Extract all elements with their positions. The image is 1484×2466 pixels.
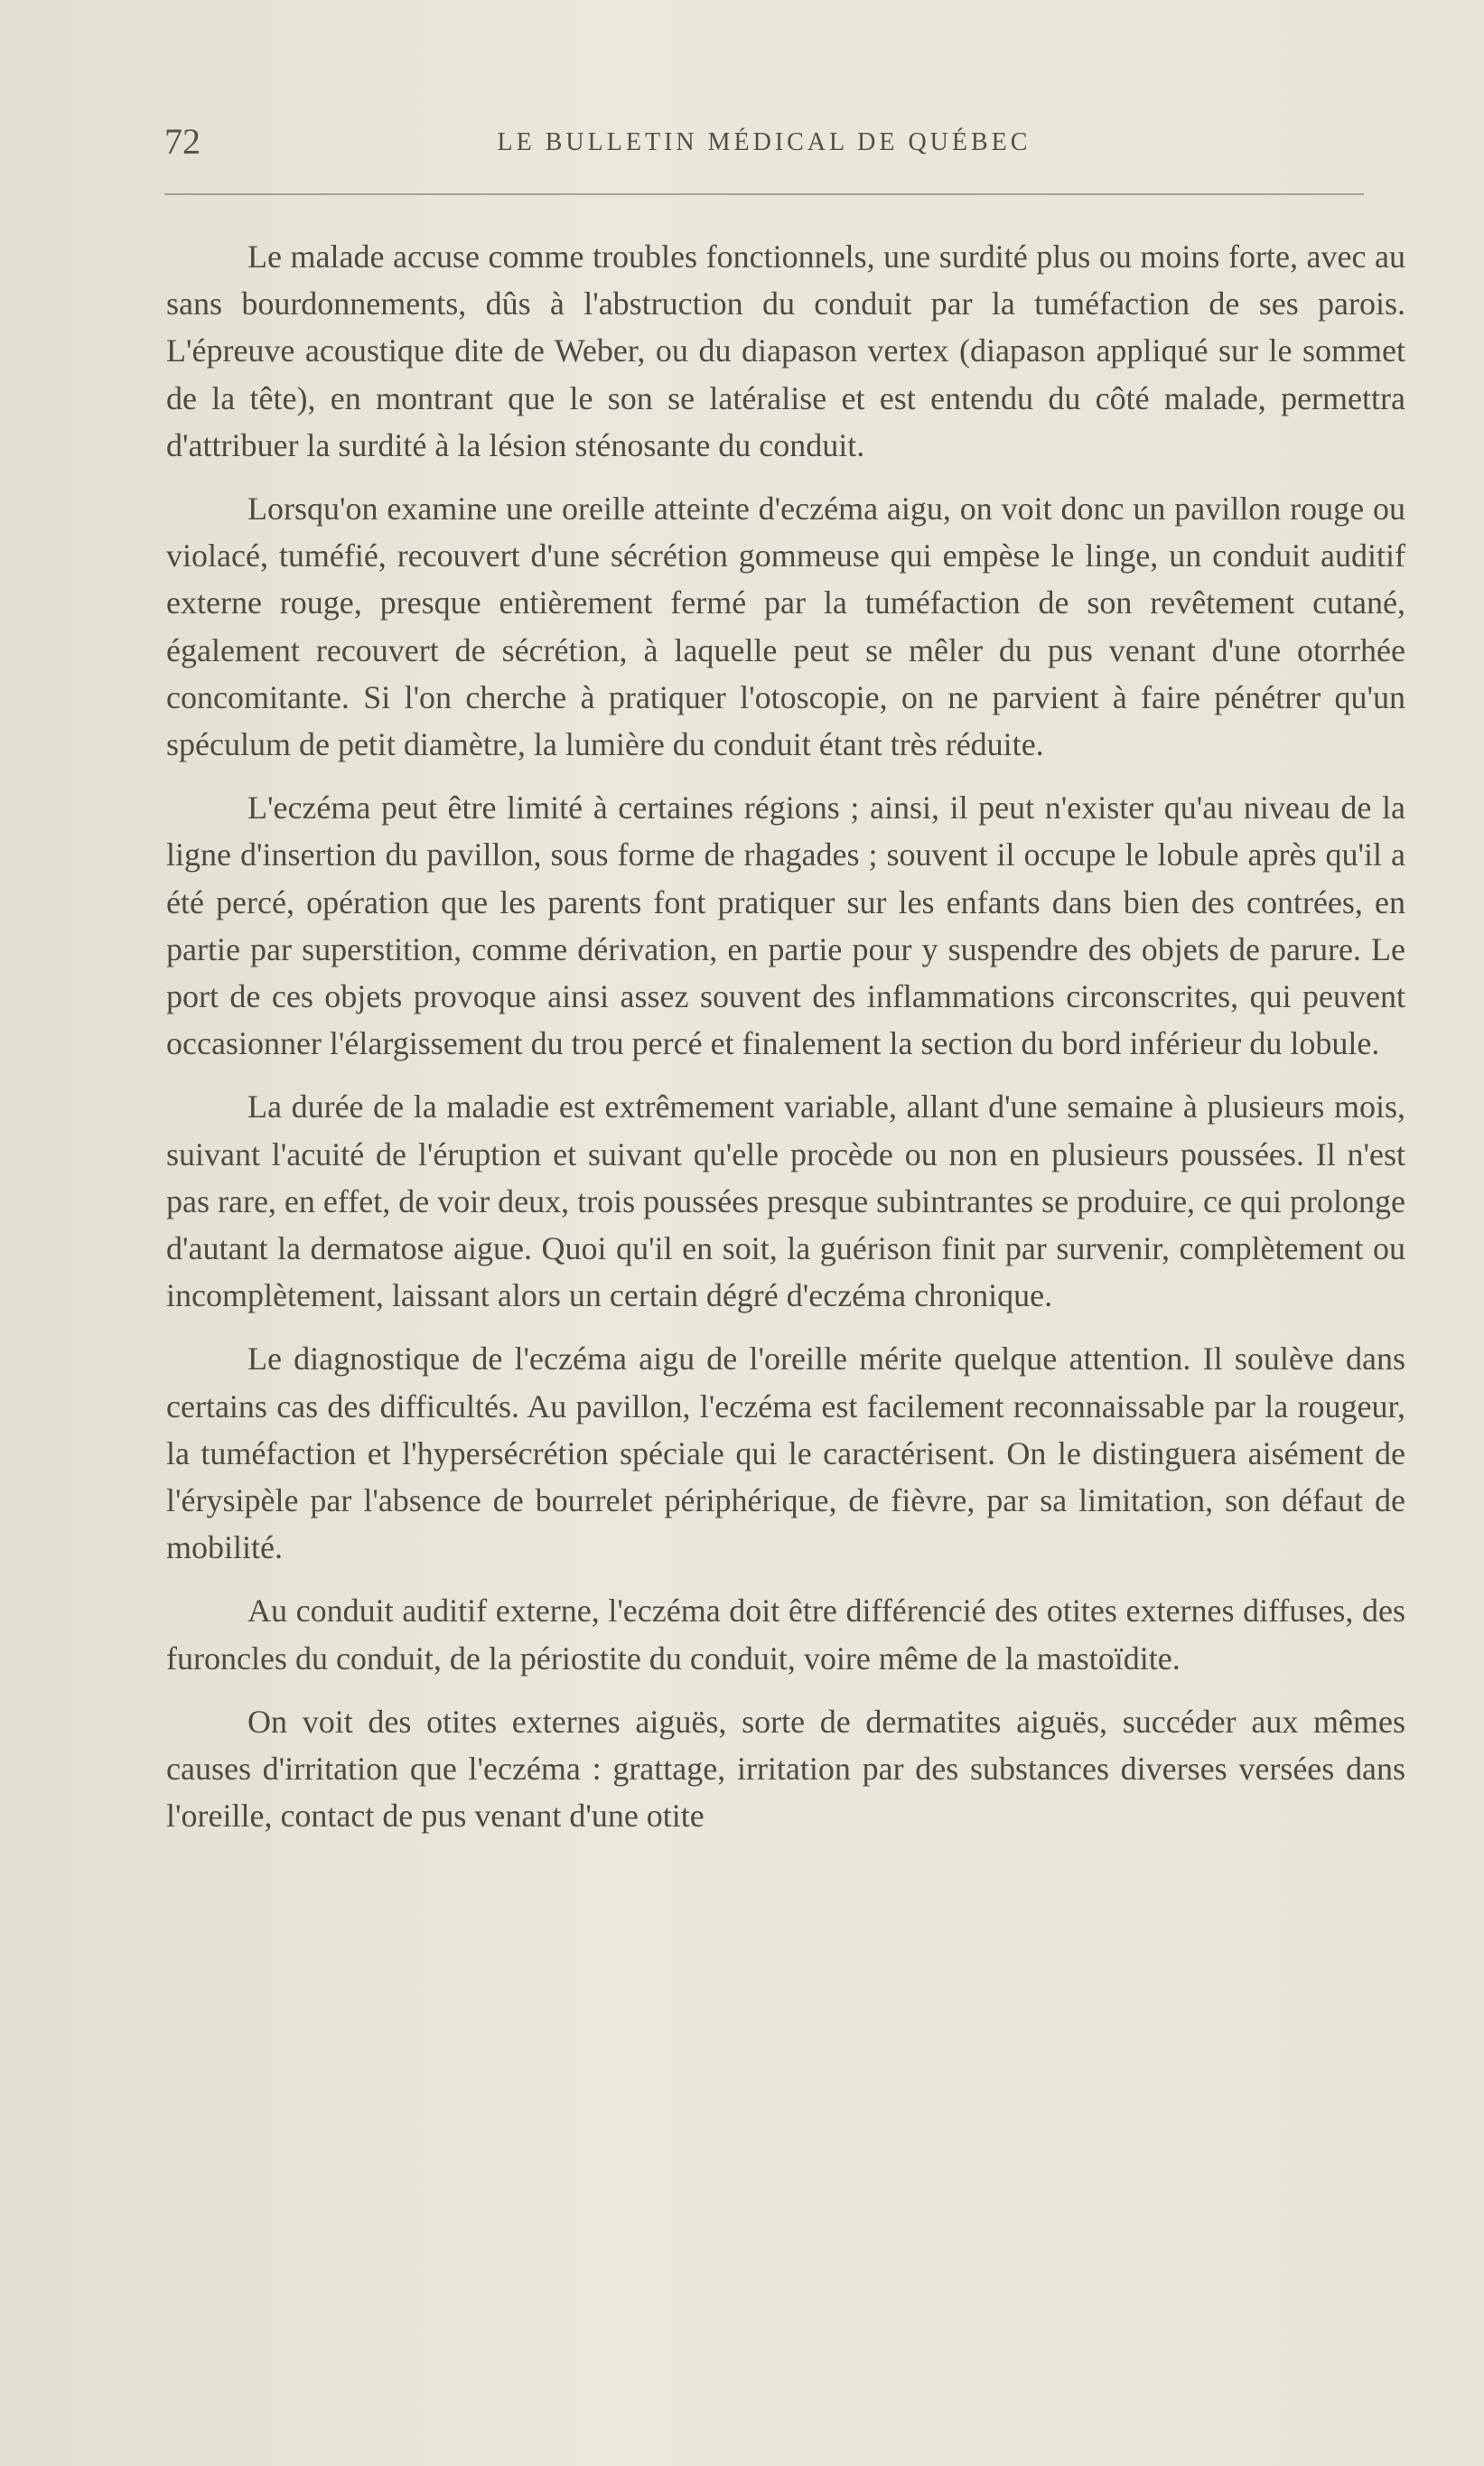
running-title: LE BULLETIN MÉDICAL DE QUÉBEC bbox=[497, 128, 1031, 156]
paragraph-5: Le diagnostique de l'eczéma aigu de l'oreille mérite quelque attention. Il soulève dans certains cas des difficultés. Au pavillon, l'eczéma est facilement reconnaissable par la rougeur, la tuméfaction et l'hypersécrétion spéciale qui le caractérisent. On le distinguera aisément de l'érysipèle par l'absence de bourrelet périphérique, de fièvre, par sa limitation, son défaut de mobilité. bbox=[166, 1340, 1405, 1566]
header-rule bbox=[164, 193, 1364, 195]
paragraph-3: L'eczéma peut être limité à certaines régions ; ainsi, il peut n'exister qu'au niveau de la ligne d'insertion du pavillon, sous forme de rhagades ; souvent il occupe le lobule après qu'il a été percé, opération que les parents font pratiquer sur les enfants dans bien des contrées, en partie par superstition, comme dérivation, en partie pour y suspendre des objets de parure. Le port de ces objets provoque ainsi assez souvent des inflammations circonscrites, qui peuvent occasionner l'élargissement du trou percé et finalement la section du bord inférieur du lobule. bbox=[166, 789, 1405, 1062]
paragraph-4: La durée de la maladie est extrêmement variable, allant d'une semaine à plusieurs mois, suivant l'acuité de l'éruption et suivant qu'elle procède ou non en plusieurs poussées. Il n'est pas rare, en effet, de voir deux, trois poussées presque subintrantes se produire, ce qui prolonge d'autant la dermatose aigue. Quoi qu'il en soit, la guérison finit par survenir, complètement ou incomplètement, laissant alors un certain dégré d'eczéma chronique. bbox=[166, 1088, 1405, 1314]
paragraph-1: Le malade accuse comme troubles fonctionnels, une surdité plus ou moins forte, avec au sans bourdonnements, dûs à l'abstruction du conduit par la tuméfaction de ses parois. L'épreuve acoustique dite de Weber, ou du diapason vertex (diapason appliqué sur le sommet de la tête), en montrant que le son se latéralise et est entendu du côté malade, permettra d'attribuer la surdité à la lésion sténosante du conduit. bbox=[166, 238, 1405, 463]
page-header bbox=[164, 119, 1364, 164]
body-text bbox=[166, 233, 1405, 1856]
page-number: 72 bbox=[164, 121, 201, 162]
paragraph-2: Lorsqu'on examine une oreille atteinte d'eczéma aigu, on voit donc un pavillon rouge ou violacé, tuméfié, recouvert d'une sécrétion gommeuse qui empèse le linge, un conduit auditif externe rouge, presque entièrement fermé par la tuméfaction de son revêtement cutané, également recouvert de sécrétion, à laquelle peut se mêler du pus venant d'une otorrhée concomitante. Si l'on cherche à pratiquer l'otoscopie, on ne parvient à faire pénétrer qu'un spéculum de petit diamètre, la lumière du conduit étant très réduite. bbox=[166, 490, 1405, 763]
paragraph-7: On voit des otites externes aiguës, sorte de dermatites aiguës, succéder aux mêmes causes d'irritation que l'eczéma : grattage, irritation par des substances diverses versées dans l'oreille, contact de pus venant d'une otite bbox=[166, 1703, 1405, 1835]
paragraph-6: Au conduit auditif externe, l'eczéma doit être différencié des otites externes diffuses, des furoncles du conduit, de la périostite du conduit, voire même de la mastoïdite. bbox=[166, 1593, 1405, 1677]
